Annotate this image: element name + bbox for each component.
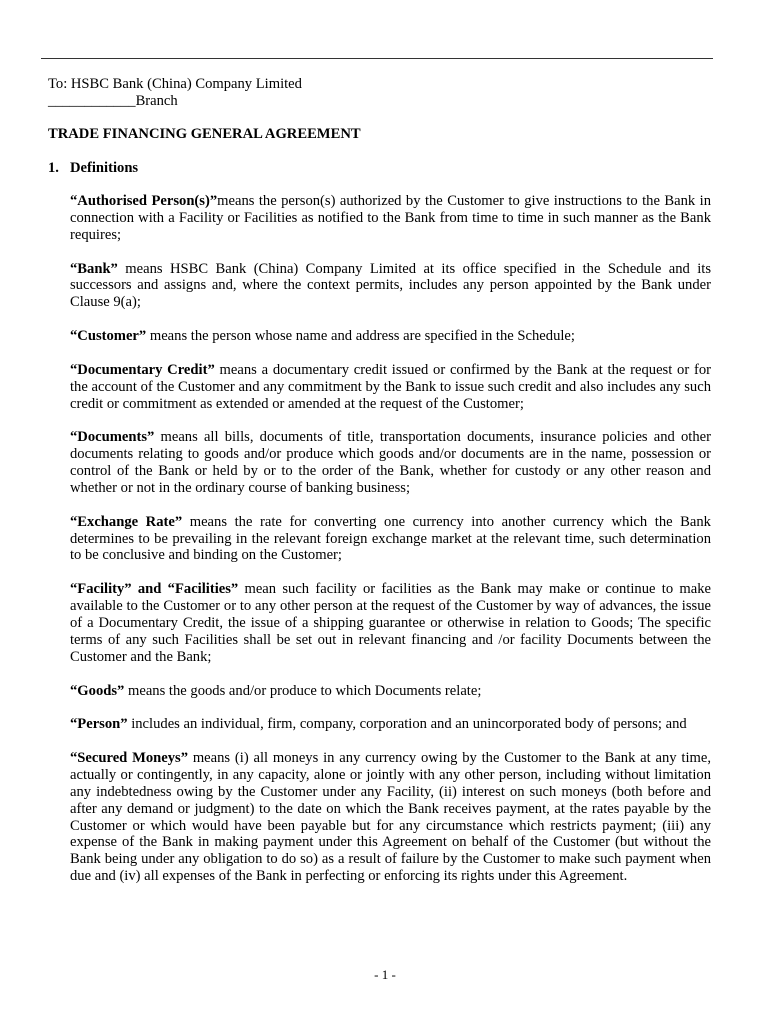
section-title: Definitions <box>70 160 139 176</box>
definition-item <box>70 328 711 345</box>
definition-term: “Secured Moneys” <box>70 749 189 766</box>
definition-text: means HSBC Bank (China) Company Limited at its office specified in the Schedule and its successors and assigns and, where the context permits, includes any person appointed by the Bank under Clause 9(a); <box>70 260 711 311</box>
definition-term: “Goods” <box>70 682 125 699</box>
page-number: - 1 - <box>374 967 396 982</box>
definition-item <box>70 193 711 244</box>
definition-term: “Documentary Credit” <box>70 361 215 378</box>
definition-term: “Customer” <box>70 328 147 345</box>
definition-text: means all bills, documents of title, transportation documents, insurance policies and other documents relating to goods and/or produce which goods and/or documents are in the name, possession or control of the Bank or held by or to the order of the Bank, whether for custody or any other reason and whether or not in the ordinary course of banking business; <box>70 429 711 496</box>
addressee-line: To: HSBC Bank (China) Company Limited <box>48 76 302 92</box>
definition-text: means a documentary credit issued or confirmed by the Bank at the request or for the account of the Customer and any commitment by the Bank to issue such credit and also includes any such credit or commitment as extended or amended at the request of the Customer; <box>70 361 712 412</box>
definition-term: “Person” <box>70 716 128 733</box>
definition-term: “Exchange Rate” <box>70 513 183 530</box>
definitions-list <box>70 193 711 902</box>
definition-item <box>70 261 711 312</box>
definition-item <box>70 683 711 700</box>
definition-item <box>70 716 711 733</box>
definition-text: means the person(s) authorized by the Customer to give instructions to the Bank in connection with a Facility or Facilities as notified to the Bank from time to time in such manner as the Bank requires; <box>70 193 711 243</box>
definition-item <box>70 581 711 666</box>
definition-text: means (i) all moneys in any currency owing by the Customer to the Bank at any time, actually or contingently, in any capacity, alone or jointly with any other person, including without limitation any indebtedness owing by the Customer under any Facility, (ii) interest on such moneys (both before and after any demand or judgment) to the date on which the Bank receives payment, at the rates payable by the Customer or which would have been payable but for any circumstance which restricts payment; (iii) any expense of the Bank in making payment under this Agreement on behalf of the Customer (but without the Bank being under any obligation to do so) as a result of failure by the Customer to make such payment when due and (iv) all expenses of the Bank in perfecting or enforcing its rights under this Agreement. <box>70 749 711 885</box>
document-title: TRADE FINANCING GENERAL AGREEMENT <box>48 126 361 142</box>
definition-item <box>70 750 711 885</box>
branch-line: ____________Branch <box>48 93 178 109</box>
definition-term: “Documents” <box>70 429 155 446</box>
addressee-block <box>48 76 302 110</box>
section-heading <box>48 160 138 177</box>
definition-item <box>70 429 711 497</box>
definition-term: “Facility” and “Facilities” <box>70 581 239 598</box>
definition-text: means the rate for converting one currency into another currency which the Bank determines to be prevailing in the relevant foreign exchange market at the relevant time, such determination to be conclusive and binding on the Customer; <box>70 513 711 564</box>
definition-term: “Bank” <box>70 260 118 277</box>
section-number: 1. <box>48 160 59 176</box>
header-rule <box>41 58 713 59</box>
definition-text: means the person whose name and address are specified in the Schedule; <box>146 328 575 345</box>
definition-text: mean such facility or facilities as the Bank may make or continue to make available to the Customer or to any other person at the request of the Customer by way of advances, the issue of a Documentary Credit, the issue of a shipping guarantee or otherwise in relation to Goods; The specific terms of any such Facilities shall be set out in relevant financing and /or facility Documents between the Customer and the Bank; <box>70 581 711 665</box>
definition-item <box>70 514 711 565</box>
definition-text: means the goods and/or produce to which Documents relate; <box>124 682 482 699</box>
definition-text: includes an individual, firm, company, corporation and an unincorporated body of persons; and <box>127 716 687 733</box>
definition-term: “Authorised Person(s)” <box>70 193 218 209</box>
definition-item <box>70 362 711 413</box>
